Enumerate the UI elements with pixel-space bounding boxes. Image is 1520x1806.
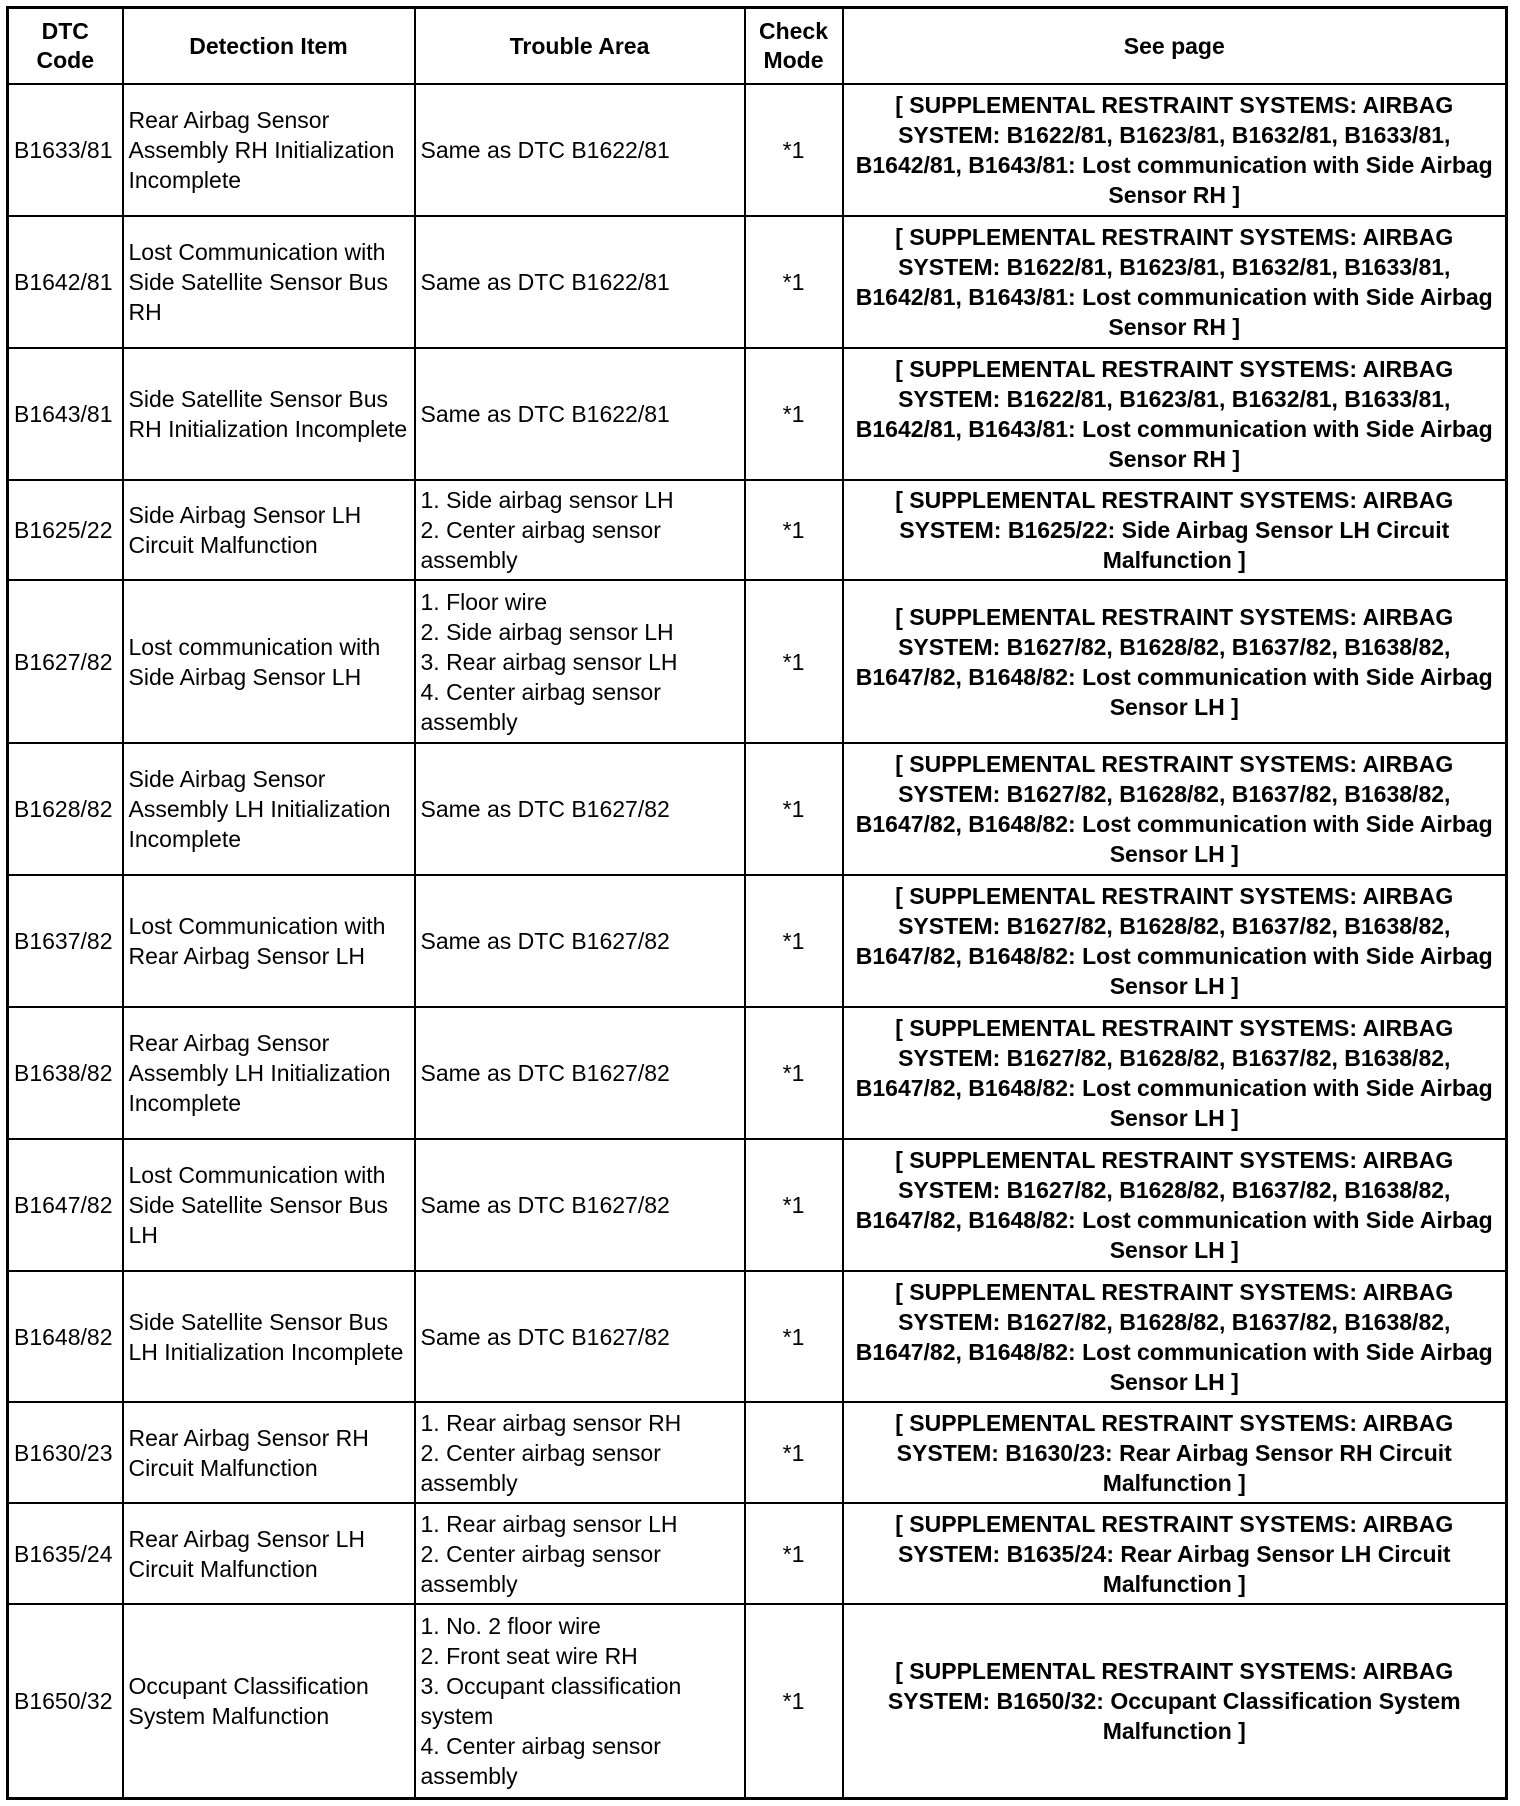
dtc-code-cell: B1643/81 [8, 348, 123, 480]
detection-item-cell: Side Satellite Sensor Bus LH Initialization Incomplete [123, 1271, 415, 1403]
trouble-area-line: Same as DTC B1627/82 [420, 1059, 670, 1086]
see-page-link[interactable]: [ SUPPLEMENTAL RESTRAINT SYSTEMS: AIRBAG SYSTEM: B1650/32: Occupant Classification System Malfunction ] [843, 1604, 1507, 1798]
table-row [8, 1604, 1507, 1798]
see-page-link[interactable]: [ SUPPLEMENTAL RESTRAINT SYSTEMS: AIRBAG SYSTEM: B1627/82, B1628/82, B1637/82, B1638/82, B1647/82, B1648/82: Lost communication with Side Airbag Sensor LH ] [843, 580, 1507, 743]
trouble-area-line: 2. Center airbag sensor assembly [420, 517, 661, 573]
trouble-area-cell [415, 84, 745, 216]
trouble-area-line: Same as DTC B1627/82 [420, 1323, 670, 1350]
trouble-area-cell [415, 216, 745, 348]
trouble-area-line: 3. Occupant classification system [420, 1673, 682, 1730]
dtc-code-cell: B1638/82 [8, 1007, 123, 1139]
trouble-area-cell [415, 348, 745, 480]
detection-item-cell: Rear Airbag Sensor LH Circuit Malfunction [123, 1503, 415, 1604]
trouble-area-line: 3. Rear airbag sensor LH [420, 648, 678, 675]
trouble-area-cell [415, 1503, 745, 1604]
trouble-area-line: 2. Side airbag sensor LH [420, 618, 674, 645]
table-body [8, 84, 1507, 1799]
trouble-area-line: 1. Rear airbag sensor LH [420, 1510, 678, 1537]
detection-item-cell: Rear Airbag Sensor Assembly LH Initialization Incomplete [123, 1007, 415, 1139]
trouble-area-line: 4. Center airbag sensor assembly [420, 678, 661, 735]
dtc-code-cell: B1633/81 [8, 84, 123, 216]
see-page-link[interactable]: [ SUPPLEMENTAL RESTRAINT SYSTEMS: AIRBAG SYSTEM: B1635/24: Rear Airbag Sensor LH Circuit Malfunction ] [843, 1503, 1507, 1604]
table-header-row [8, 8, 1507, 85]
trouble-area-line: 1. Floor wire [420, 588, 548, 615]
trouble-area-cell [415, 1271, 745, 1403]
detection-item-cell: Occupant Classification System Malfunction [123, 1604, 415, 1798]
header-check-mode: Check Mode [745, 8, 843, 85]
detection-item-cell: Side Satellite Sensor Bus RH Initialization Incomplete [123, 348, 415, 480]
table-row [8, 1402, 1507, 1503]
detection-item-cell: Rear Airbag Sensor RH Circuit Malfunction [123, 1402, 415, 1503]
dtc-code-cell: B1637/82 [8, 875, 123, 1007]
check-mode-cell: *1 [745, 1402, 843, 1503]
table-row [8, 875, 1507, 1007]
see-page-link[interactable]: [ SUPPLEMENTAL RESTRAINT SYSTEMS: AIRBAG SYSTEM: B1627/82, B1628/82, B1637/82, B1638/82, B1647/82, B1648/82: Lost communication with Side Airbag Sensor LH ] [843, 1139, 1507, 1271]
see-page-link[interactable]: [ SUPPLEMENTAL RESTRAINT SYSTEMS: AIRBAG SYSTEM: B1627/82, B1628/82, B1637/82, B1638/82, B1647/82, B1648/82: Lost communication with Side Airbag Sensor LH ] [843, 875, 1507, 1007]
trouble-area-line: 1. Rear airbag sensor RH [420, 1409, 682, 1436]
trouble-area-line: 2. Center airbag sensor assembly [420, 1540, 661, 1597]
check-mode-cell: *1 [745, 216, 843, 348]
see-page-link[interactable]: [ SUPPLEMENTAL RESTRAINT SYSTEMS: AIRBAG SYSTEM: B1627/82, B1628/82, B1637/82, B1638/82, B1647/82, B1648/82: Lost communication with Side Airbag Sensor LH ] [843, 743, 1507, 875]
trouble-area-line: Same as DTC B1622/81 [420, 400, 670, 427]
header-see-page: See page [843, 8, 1507, 85]
trouble-area-line: 2. Front seat wire RH [420, 1643, 638, 1670]
trouble-area-line: 1. No. 2 floor wire [420, 1613, 601, 1640]
dtc-code-cell: B1628/82 [8, 743, 123, 875]
check-mode-cell: *1 [745, 1271, 843, 1403]
check-mode-cell: *1 [745, 1604, 843, 1798]
check-mode-cell: *1 [745, 84, 843, 216]
table-row [8, 743, 1507, 875]
see-page-link[interactable]: [ SUPPLEMENTAL RESTRAINT SYSTEMS: AIRBAG SYSTEM: B1630/23: Rear Airbag Sensor RH Circuit Malfunction ] [843, 1402, 1507, 1503]
trouble-area-line: Same as DTC B1627/82 [420, 927, 670, 954]
dtc-code-cell: B1627/82 [8, 580, 123, 743]
trouble-area-line: Same as DTC B1627/82 [420, 1191, 670, 1218]
detection-item-cell: Lost communication with Side Airbag Sensor LH [123, 580, 415, 743]
check-mode-cell: *1 [745, 480, 843, 581]
see-page-link[interactable]: [ SUPPLEMENTAL RESTRAINT SYSTEMS: AIRBAG SYSTEM: B1622/81, B1623/81, B1632/81, B1633/81, B1642/81, B1643/81: Lost communication with Side Airbag Sensor RH ] [843, 84, 1507, 216]
trouble-area-cell [415, 743, 745, 875]
trouble-area-cell [415, 1007, 745, 1139]
check-mode-cell: *1 [745, 348, 843, 480]
table-row [8, 348, 1507, 480]
table-row [8, 216, 1507, 348]
dtc-code-cell: B1630/23 [8, 1402, 123, 1503]
trouble-area-line: 1. Side airbag sensor LH [420, 487, 674, 513]
dtc-code-cell: B1647/82 [8, 1139, 123, 1271]
trouble-area-cell [415, 1139, 745, 1271]
header-detection-item: Detection Item [123, 8, 415, 85]
detection-item-cell: Lost Communication with Side Satellite Sensor Bus LH [123, 1139, 415, 1271]
dtc-code-cell: B1648/82 [8, 1271, 123, 1403]
see-page-link[interactable]: [ SUPPLEMENTAL RESTRAINT SYSTEMS: AIRBAG SYSTEM: B1627/82, B1628/82, B1637/82, B1638/82, B1647/82, B1648/82: Lost communication with Side Airbag Sensor LH ] [843, 1271, 1507, 1403]
header-dtc-code: DTC Code [8, 8, 123, 85]
check-mode-cell: *1 [745, 743, 843, 875]
dtc-code-cell: B1650/32 [8, 1604, 123, 1798]
trouble-area-line: Same as DTC B1627/82 [420, 796, 670, 823]
detection-item-cell: Lost Communication with Side Satellite Sensor Bus RH [123, 216, 415, 348]
table-row [8, 84, 1507, 216]
check-mode-cell: *1 [745, 1007, 843, 1139]
check-mode-cell: *1 [745, 1503, 843, 1604]
table-row [8, 1503, 1507, 1604]
trouble-area-cell [415, 580, 745, 743]
table-row [8, 580, 1507, 743]
see-page-link[interactable]: [ SUPPLEMENTAL RESTRAINT SYSTEMS: AIRBAG SYSTEM: B1622/81, B1623/81, B1632/81, B1633/81, B1642/81, B1643/81: Lost communication with Side Airbag Sensor RH ] [843, 348, 1507, 480]
dtc-code-cell: B1642/81 [8, 216, 123, 348]
table-row [8, 480, 1507, 581]
header-trouble-area: Trouble Area [415, 8, 745, 85]
detection-item-cell: Lost Communication with Rear Airbag Sensor LH [123, 875, 415, 1007]
trouble-area-line: Same as DTC B1622/81 [420, 268, 670, 295]
see-page-link[interactable]: [ SUPPLEMENTAL RESTRAINT SYSTEMS: AIRBAG SYSTEM: B1625/22: Side Airbag Sensor LH Circuit Malfunction ] [843, 480, 1507, 581]
see-page-link[interactable]: [ SUPPLEMENTAL RESTRAINT SYSTEMS: AIRBAG SYSTEM: B1622/81, B1623/81, B1632/81, B1633/81, B1642/81, B1643/81: Lost communication with Side Airbag Sensor RH ] [843, 216, 1507, 348]
trouble-area-line: 2. Center airbag sensor assembly [420, 1439, 661, 1496]
trouble-area-cell [415, 480, 745, 581]
table-row [8, 1007, 1507, 1139]
check-mode-cell: *1 [745, 1139, 843, 1271]
trouble-area-cell [415, 1402, 745, 1503]
trouble-area-cell [415, 875, 745, 1007]
table-row [8, 1139, 1507, 1271]
detection-item-cell: Side Airbag Sensor LH Circuit Malfunction [123, 480, 415, 581]
dtc-table [6, 6, 1508, 1800]
detection-item-cell: Rear Airbag Sensor Assembly RH Initialization Incomplete [123, 84, 415, 216]
trouble-area-line: Same as DTC B1622/81 [420, 136, 670, 163]
see-page-link[interactable]: [ SUPPLEMENTAL RESTRAINT SYSTEMS: AIRBAG SYSTEM: B1627/82, B1628/82, B1637/82, B1638/82, B1647/82, B1648/82: Lost communication with Side Airbag Sensor LH ] [843, 1007, 1507, 1139]
dtc-code-cell: B1635/24 [8, 1503, 123, 1604]
dtc-code-cell: B1625/22 [8, 480, 123, 581]
detection-item-cell: Side Airbag Sensor Assembly LH Initialization Incomplete [123, 743, 415, 875]
trouble-area-line: 4. Center airbag sensor assembly [420, 1733, 661, 1790]
check-mode-cell: *1 [745, 580, 843, 743]
table-row [8, 1271, 1507, 1403]
check-mode-cell: *1 [745, 875, 843, 1007]
trouble-area-cell [415, 1604, 745, 1798]
